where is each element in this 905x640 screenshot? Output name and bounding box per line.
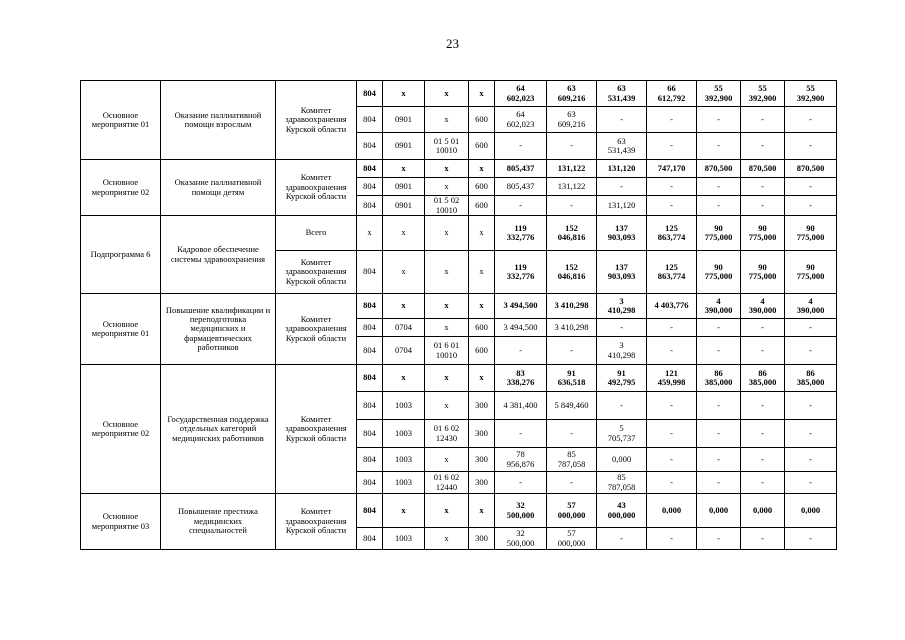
- table-cell: -: [697, 337, 741, 365]
- table-cell: -: [741, 337, 785, 365]
- table-cell: 90 775,000: [785, 216, 837, 251]
- table-row: [81, 365, 837, 392]
- table-cell: 57 000,000: [547, 528, 597, 550]
- table-cell: -: [647, 133, 697, 160]
- table-cell: -: [741, 107, 785, 133]
- table-cell: 0901: [383, 178, 425, 196]
- table-cell: -: [741, 392, 785, 420]
- table-cell: 1003: [383, 472, 425, 494]
- table-cell: х: [425, 81, 469, 107]
- table-cell: 1003: [383, 392, 425, 420]
- table-cell: 57 000,000: [547, 494, 597, 528]
- table-cell: -: [495, 420, 547, 448]
- table-cell: 4 390,000: [741, 294, 785, 319]
- table-cell: х: [383, 365, 425, 392]
- table-cell: 64 602,023: [495, 107, 547, 133]
- table-cell: 01 6 02 12430: [425, 420, 469, 448]
- table-cell: 804: [357, 107, 383, 133]
- table-cell: -: [741, 528, 785, 550]
- table-cell: 131,122: [547, 160, 597, 178]
- table-cell: х: [425, 528, 469, 550]
- table-cell: 600: [469, 196, 495, 216]
- table-cell: 152 046,816: [547, 216, 597, 251]
- table-cell: 137 903,093: [597, 251, 647, 294]
- table-cell: -: [647, 319, 697, 337]
- table-cell: х: [469, 160, 495, 178]
- table-cell: 4 381,400: [495, 392, 547, 420]
- table-cell: 0901: [383, 107, 425, 133]
- table-cell: 119 332,776: [495, 251, 547, 294]
- table-cell: 131,120: [597, 196, 647, 216]
- table-cell: -: [785, 107, 837, 133]
- table-cell: 0704: [383, 337, 425, 365]
- table-cell: 32 500,000: [495, 494, 547, 528]
- table-cell: Оказание паллиативной помощи детям: [161, 160, 276, 216]
- table-row: [81, 294, 837, 319]
- table-cell: 90 775,000: [697, 251, 741, 294]
- table-cell: х: [425, 178, 469, 196]
- table-cell: 804: [357, 448, 383, 472]
- table-row: [81, 216, 837, 251]
- table-cell: Повышение квалификации и переподготовка медицинских и фармацевтических работников: [161, 294, 276, 365]
- table-cell: 5 849,460: [547, 392, 597, 420]
- table-row: [81, 160, 837, 178]
- table-cell: 300: [469, 472, 495, 494]
- table-cell: -: [741, 196, 785, 216]
- table-cell: Подпрограмма 6: [81, 216, 161, 294]
- table-row: [81, 81, 837, 107]
- table-cell: х: [469, 494, 495, 528]
- table-cell: -: [547, 133, 597, 160]
- table-cell: 3 494,500: [495, 319, 547, 337]
- table-cell: -: [697, 528, 741, 550]
- table-cell: -: [785, 420, 837, 448]
- table-cell: х: [469, 81, 495, 107]
- table-cell: 804: [357, 178, 383, 196]
- table-cell: х: [425, 392, 469, 420]
- table-cell: -: [785, 392, 837, 420]
- table-cell: -: [597, 178, 647, 196]
- table-cell: -: [647, 472, 697, 494]
- table-cell: -: [785, 196, 837, 216]
- table-cell: 600: [469, 107, 495, 133]
- table-cell: 131,120: [597, 160, 647, 178]
- table-cell: х: [383, 294, 425, 319]
- table-cell: Комитет здравоохранения Курской области: [276, 160, 357, 216]
- table-cell: 91 492,795: [597, 365, 647, 392]
- table-cell: 1003: [383, 448, 425, 472]
- table-cell: 300: [469, 528, 495, 550]
- table-cell: Основное мероприятие 02: [81, 365, 161, 494]
- table-cell: 125 863,774: [647, 216, 697, 251]
- table-cell: 804: [357, 472, 383, 494]
- table-cell: 804: [357, 494, 383, 528]
- table-cell: х: [469, 294, 495, 319]
- table-cell: 3 410,298: [547, 319, 597, 337]
- table-cell: -: [785, 178, 837, 196]
- table-cell: -: [647, 196, 697, 216]
- table-cell: 3 410,298: [597, 337, 647, 365]
- table-cell: х: [425, 494, 469, 528]
- table-cell: 804: [357, 133, 383, 160]
- table-cell: х: [383, 160, 425, 178]
- table-cell: -: [547, 196, 597, 216]
- table-cell: 63 609,216: [547, 107, 597, 133]
- table-cell: 91 636,518: [547, 365, 597, 392]
- table-cell: -: [495, 337, 547, 365]
- table-cell: -: [741, 133, 785, 160]
- table-cell: х: [425, 160, 469, 178]
- table-cell: 90 775,000: [697, 216, 741, 251]
- table-cell: 0901: [383, 196, 425, 216]
- table-cell: -: [697, 472, 741, 494]
- table-cell: 55 392,900: [785, 81, 837, 107]
- table-cell: 137 903,093: [597, 216, 647, 251]
- table-cell: х: [425, 251, 469, 294]
- table-cell: 300: [469, 448, 495, 472]
- table-cell: 600: [469, 337, 495, 365]
- table-cell: 0704: [383, 319, 425, 337]
- table-row: [81, 494, 837, 528]
- table-cell: -: [647, 392, 697, 420]
- table-cell: -: [647, 528, 697, 550]
- table-cell: 121 459,998: [647, 365, 697, 392]
- table-cell: х: [425, 365, 469, 392]
- table-cell: 01 5 02 10010: [425, 196, 469, 216]
- table-cell: 85 787,058: [547, 448, 597, 472]
- table-cell: Повышение престижа медицинских специальностей: [161, 494, 276, 550]
- table-cell: 55 392,900: [697, 81, 741, 107]
- table-cell: Комитет здравоохранения Курской области: [276, 365, 357, 494]
- table-cell: -: [647, 420, 697, 448]
- table-cell: х: [425, 448, 469, 472]
- table-cell: 804: [357, 337, 383, 365]
- table-cell: Комитет здравоохранения Курской области: [276, 494, 357, 550]
- table-cell: 63 531,439: [597, 81, 647, 107]
- table-cell: 01 6 01 10010: [425, 337, 469, 365]
- table-cell: 0,000: [647, 494, 697, 528]
- table-cell: 01 5 01 10010: [425, 133, 469, 160]
- table-cell: 804: [357, 251, 383, 294]
- table-cell: х: [383, 251, 425, 294]
- table-cell: Основное мероприятие 02: [81, 160, 161, 216]
- page-number: 23: [446, 36, 459, 51]
- table-cell: 90 775,000: [741, 251, 785, 294]
- table-cell: -: [697, 178, 741, 196]
- table-cell: 78 956,876: [495, 448, 547, 472]
- table-cell: 3 410,298: [547, 294, 597, 319]
- table-cell: 131,122: [547, 178, 597, 196]
- table-cell: -: [697, 392, 741, 420]
- table-cell: Основное мероприятие 01: [81, 294, 161, 365]
- table-cell: 3 494,500: [495, 294, 547, 319]
- table-cell: 1003: [383, 528, 425, 550]
- table-cell: -: [647, 107, 697, 133]
- table-cell: 804: [357, 160, 383, 178]
- table-cell: -: [697, 420, 741, 448]
- table-cell: Комитет здравоохранения Курской области: [276, 81, 357, 160]
- table-cell: 86 385,000: [697, 365, 741, 392]
- table-cell: 83 338,276: [495, 365, 547, 392]
- table-cell: -: [547, 472, 597, 494]
- table-cell: 804: [357, 365, 383, 392]
- table-cell: -: [647, 178, 697, 196]
- table-cell: Комитет здравоохранения Курской области: [276, 294, 357, 365]
- table-cell: -: [597, 107, 647, 133]
- table-cell: 805,437: [495, 160, 547, 178]
- table-cell: х: [469, 251, 495, 294]
- table-cell: -: [495, 472, 547, 494]
- table-cell: -: [785, 448, 837, 472]
- table-cell: 804: [357, 294, 383, 319]
- table-cell: 0,000: [741, 494, 785, 528]
- table-cell: -: [697, 107, 741, 133]
- table-cell: -: [741, 420, 785, 448]
- table-cell: х: [383, 216, 425, 251]
- table-cell: 0,000: [697, 494, 741, 528]
- table-cell: 300: [469, 392, 495, 420]
- table-cell: -: [785, 319, 837, 337]
- table-cell: х: [357, 216, 383, 251]
- table-cell: 4 403,776: [647, 294, 697, 319]
- table-cell: -: [697, 133, 741, 160]
- table-cell: -: [785, 337, 837, 365]
- table-cell: -: [547, 420, 597, 448]
- table-cell: 43 000,000: [597, 494, 647, 528]
- table-cell: Всего: [276, 216, 357, 251]
- table-cell: Основное мероприятие 01: [81, 81, 161, 160]
- table-cell: 870,500: [741, 160, 785, 178]
- table-cell: 66 612,792: [647, 81, 697, 107]
- table-cell: 870,500: [785, 160, 837, 178]
- table-cell: 125 863,774: [647, 251, 697, 294]
- table-cell: 32 500,000: [495, 528, 547, 550]
- table-cell: х: [383, 81, 425, 107]
- table-cell: 63 531,439: [597, 133, 647, 160]
- table-cell: 0901: [383, 133, 425, 160]
- table-cell: 804: [357, 392, 383, 420]
- table-cell: -: [741, 448, 785, 472]
- table-cell: 804: [357, 420, 383, 448]
- table-cell: -: [697, 448, 741, 472]
- table-cell: -: [495, 196, 547, 216]
- table-cell: 01 6 02 12440: [425, 472, 469, 494]
- table-cell: Оказание паллиативной помощи взрослым: [161, 81, 276, 160]
- table-cell: х: [469, 365, 495, 392]
- table-cell: 86 385,000: [785, 365, 837, 392]
- table-cell: 300: [469, 420, 495, 448]
- table-cell: 63 609,216: [547, 81, 597, 107]
- table-cell: 600: [469, 178, 495, 196]
- table-cell: 64 602,023: [495, 81, 547, 107]
- table-cell: -: [741, 178, 785, 196]
- table-cell: 5 705,737: [597, 420, 647, 448]
- table-cell: Государственная поддержка отдельных категорий медицинских работников: [161, 365, 276, 494]
- table-cell: -: [647, 337, 697, 365]
- table-cell: 4 390,000: [785, 294, 837, 319]
- table-cell: -: [597, 528, 647, 550]
- table-cell: 90 775,000: [741, 216, 785, 251]
- table-cell: 804: [357, 196, 383, 216]
- table-cell: -: [785, 528, 837, 550]
- table-cell: 119 332,776: [495, 216, 547, 251]
- budget-table: [80, 80, 837, 550]
- table-cell: 152 046,816: [547, 251, 597, 294]
- table-cell: 90 775,000: [785, 251, 837, 294]
- table-cell: 804: [357, 528, 383, 550]
- table-cell: -: [697, 319, 741, 337]
- table-cell: -: [597, 319, 647, 337]
- table-cell: 805,437: [495, 178, 547, 196]
- table-cell: -: [647, 448, 697, 472]
- table-cell: -: [597, 392, 647, 420]
- table-cell: 600: [469, 319, 495, 337]
- table-cell: Основное мероприятие 03: [81, 494, 161, 550]
- table-cell: 0,000: [597, 448, 647, 472]
- table-cell: -: [697, 196, 741, 216]
- table-cell: х: [469, 216, 495, 251]
- table-cell: х: [425, 107, 469, 133]
- table-cell: -: [785, 133, 837, 160]
- table-cell: х: [425, 216, 469, 251]
- table-cell: Комитет здравоохранения Курской области: [276, 251, 357, 294]
- table-cell: 86 385,000: [741, 365, 785, 392]
- table-cell: -: [547, 337, 597, 365]
- table-cell: 804: [357, 319, 383, 337]
- table-cell: 3 410,298: [597, 294, 647, 319]
- table-cell: 804: [357, 81, 383, 107]
- table-cell: х: [425, 319, 469, 337]
- table-cell: -: [741, 319, 785, 337]
- table-cell: -: [495, 133, 547, 160]
- table-cell: 4 390,000: [697, 294, 741, 319]
- table-cell: 870,500: [697, 160, 741, 178]
- table-cell: 55 392,900: [741, 81, 785, 107]
- table-cell: х: [383, 494, 425, 528]
- table-cell: 747,170: [647, 160, 697, 178]
- table-cell: 0,000: [785, 494, 837, 528]
- table-cell: -: [741, 472, 785, 494]
- table-cell: х: [425, 294, 469, 319]
- table-cell: 600: [469, 133, 495, 160]
- table-cell: Кадровое обеспечение системы здравоохранения: [161, 216, 276, 294]
- table-cell: 85 787,058: [597, 472, 647, 494]
- table-cell: -: [785, 472, 837, 494]
- table-cell: 1003: [383, 420, 425, 448]
